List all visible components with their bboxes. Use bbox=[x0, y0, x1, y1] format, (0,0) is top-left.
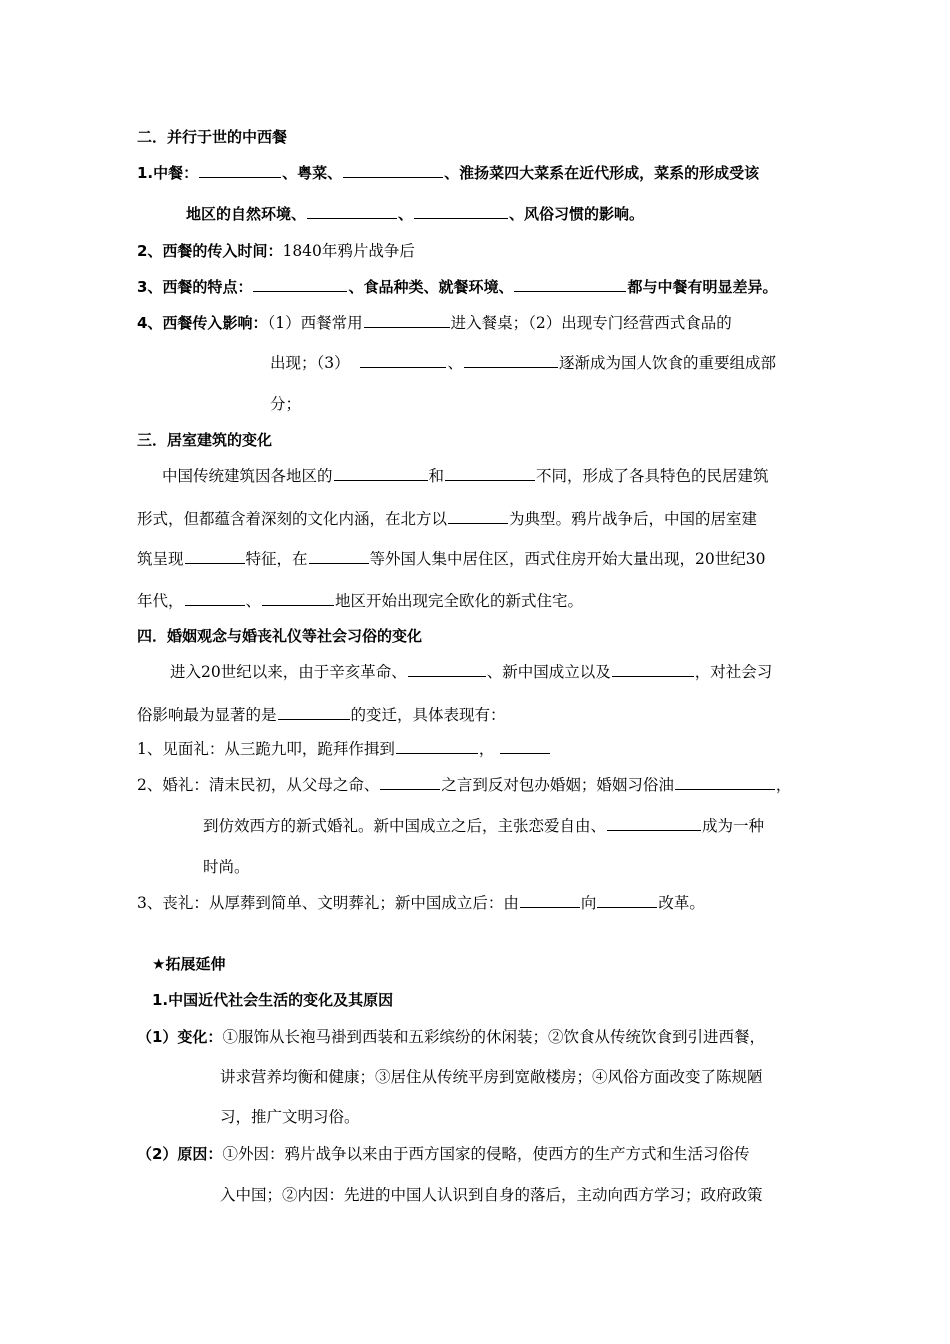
blank bbox=[414, 203, 508, 219]
s4-item-2-line-2: 到仿效西方的新式婚礼。新中国成立之后，主张恋爱自由、 成为一种 bbox=[203, 817, 765, 835]
s2-line-5: 4、西餐传入影响：（1）西餐常用 进入餐桌；（2）出现专门经营西式食品的 bbox=[137, 314, 732, 332]
s4-para-line-2: 俗影响最为显著的是 的变迁，具体表现有： bbox=[137, 706, 506, 724]
blank bbox=[675, 774, 775, 790]
s2-line-4: 3、西餐的特点： 、食品种类、就餐环境、 都与中餐有明显差异。 bbox=[137, 278, 778, 296]
s4-item-2: 2、婚礼：清末民初，从父母之命、 之言到反对包办婚姻；婚姻习俗油 ， bbox=[137, 776, 792, 794]
section-heading-3: 三．居室建筑的变化 bbox=[137, 431, 273, 449]
blank bbox=[448, 508, 508, 524]
blank bbox=[185, 590, 245, 606]
blank bbox=[334, 465, 428, 481]
ext-reason-line-1: （2）原因：①外因：鸦片战争以来由于西方国家的侵略，使西方的生产方式和生活习俗传 bbox=[137, 1145, 750, 1163]
s3-para-line-3: 筑呈现 特征，在 等外国人集中居住区，西式住房开始大量出现，20世纪30 bbox=[137, 550, 766, 568]
s2-line-3: 2、西餐的传入时间：1840年鸦片战争后 bbox=[137, 242, 415, 260]
blank bbox=[408, 661, 486, 677]
blank bbox=[464, 352, 558, 368]
s2-line-7: 分； bbox=[270, 395, 302, 413]
s3-para-line-2: 形式，但都蕴含着深刻的文化内涵，在北方以 为典型。鸦片战争后，中国的居室建 bbox=[137, 510, 758, 528]
s2-line-1: 1.中餐： 、粤菜、 、淮扬菜四大菜系在近代形成，菜系的形成受该 bbox=[137, 164, 760, 182]
blank bbox=[262, 590, 334, 606]
ext-change-line-3: 习，推广文明习俗。 bbox=[220, 1108, 360, 1126]
s2-line-6: 出现；（3） 、 逐渐成为国人饮食的重要组成部 bbox=[270, 354, 777, 372]
blank bbox=[445, 465, 535, 481]
blank bbox=[253, 276, 347, 292]
blank bbox=[500, 738, 550, 754]
blank bbox=[607, 815, 701, 831]
s4-item-3: 3、丧礼：从厚葬到简单、文明葬礼；新中国成立后：由 向 改革。 bbox=[137, 894, 705, 912]
blank bbox=[309, 548, 369, 564]
s2-line-2: 地区的自然环境、 、 、风俗习惯的影响。 bbox=[186, 205, 645, 223]
blank bbox=[278, 704, 350, 720]
blank bbox=[597, 892, 657, 908]
blank bbox=[520, 892, 580, 908]
blank bbox=[514, 276, 626, 292]
blank bbox=[380, 774, 440, 790]
blank bbox=[612, 661, 694, 677]
extension-subheading: 1.中国近代社会生活的变化及其原因 bbox=[152, 991, 394, 1009]
blank bbox=[307, 203, 397, 219]
s3-para-line-4: 年代， 、 地区开始出现完全欧化的新式住宅。 bbox=[137, 592, 584, 610]
blank bbox=[396, 738, 478, 754]
section-heading-4: 四．婚姻观念与婚丧礼仪等社会习俗的变化 bbox=[137, 627, 423, 645]
s4-item-1: 1、见面礼：从三跪九叩，跪拜作揖到 ， bbox=[137, 738, 551, 760]
blank bbox=[364, 312, 450, 328]
blank bbox=[343, 162, 443, 178]
ext-reason-line-2: 入中国；②内因：先进的中国人认识到自身的落后，主动向西方学习；政府政策 bbox=[220, 1186, 763, 1204]
blank bbox=[185, 548, 245, 564]
blank bbox=[360, 352, 446, 368]
extension-heading: ★拓展延伸 bbox=[152, 955, 226, 973]
blank bbox=[199, 162, 281, 178]
section-heading-2: 二．并行于世的中西餐 bbox=[137, 128, 288, 146]
s3-para-line-1: 中国传统建筑因各地区的 和 不同，形成了各具特色的民居建筑 bbox=[162, 467, 769, 485]
ext-change-line-2: 讲求营养均衡和健康；③居住从传统平房到宽敞楼房；④风俗方面改变了陈规陋 bbox=[220, 1068, 763, 1086]
s4-para-line-1: 进入20世纪以来，由于辛亥革命、 、新中国成立以及 ，对社会习 bbox=[170, 663, 773, 681]
ext-change-line-1: （1）变化：①服饰从长袍马褂到西装和五彩缤纷的休闲装；②饮食从传统饮食到引进西餐， bbox=[137, 1028, 765, 1046]
s4-item-2-line-3: 时尚。 bbox=[203, 858, 250, 876]
